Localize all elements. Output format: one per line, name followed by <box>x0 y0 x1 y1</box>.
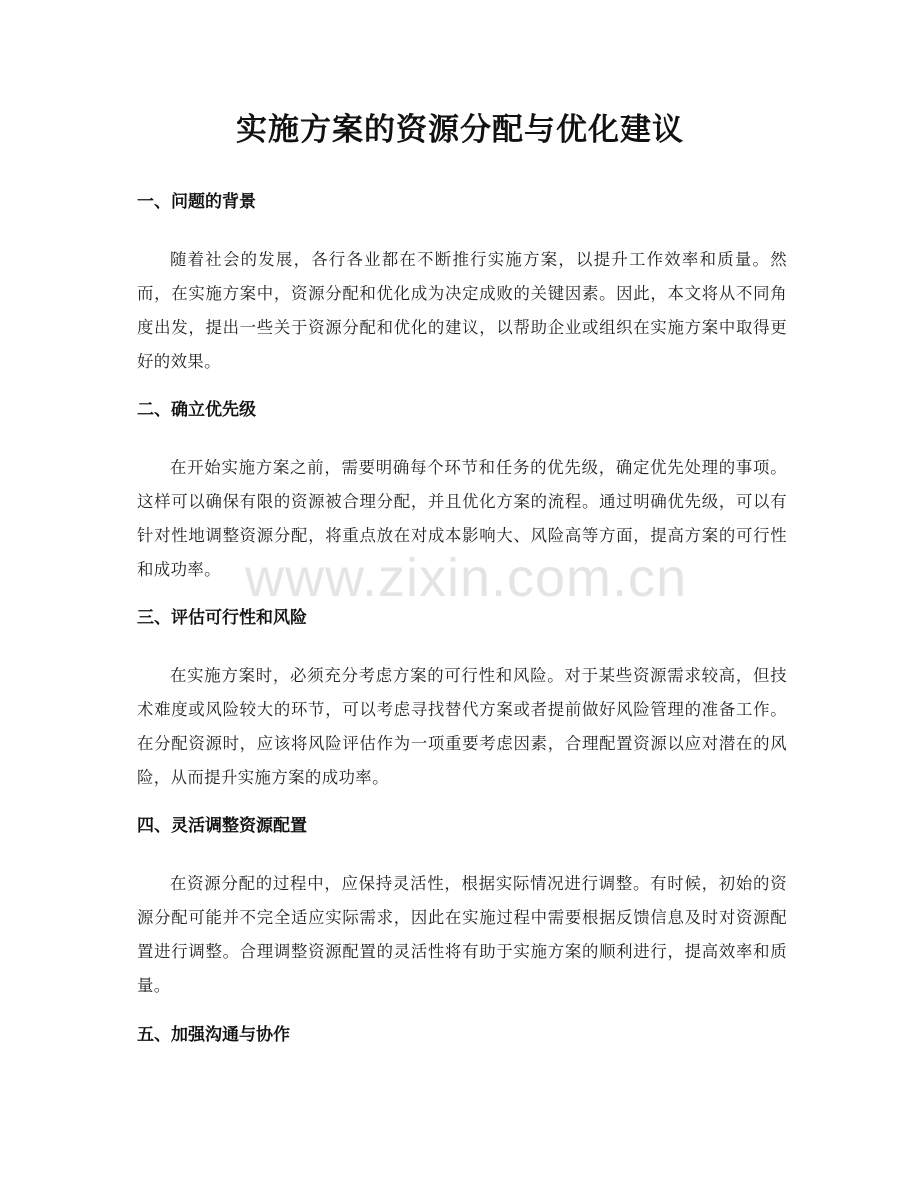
section-heading: 一、问题的背景 <box>137 192 256 212</box>
section-paragraph: 在实施方案时，必须充分考虑方案的可行性和风险。对于某些资源需求较高，但技术难度或风险较大的环节，可以考虑寻找替代方案或者提前做好风险管理的准备工作。在分配资源时，应该将风险评估作为一项重要考虑因素，合理配置资源以应对潜在的风险，从而提升实施方案的成功率。 <box>137 666 787 787</box>
section-priority <box>137 397 787 587</box>
section-background <box>137 189 787 379</box>
watermark: www.zixin.com.cn <box>244 548 688 608</box>
section-heading: 二、确立优先级 <box>137 400 256 420</box>
section-feasibility-risk <box>137 605 787 795</box>
section-heading: 四、灵活调整资源配置 <box>137 816 307 836</box>
section-paragraph: 在开始实施方案之前，需要明确每个环节和任务的优先级，确定优先处理的事项。这样可以确保有限的资源被合理分配，并且优化方案的流程。通过明确优先级，可以有针对性地调整资源分配，将重点放在对成本影响大、风险高等方面，提高方案的可行性和成功率。 <box>137 458 787 579</box>
section-flexible-allocation <box>137 813 787 1003</box>
section-communication <box>137 1022 787 1048</box>
section-paragraph: 随着社会的发展，各行各业都在不断推行实施方案，以提升工作效率和质量。然而，在实施方案中，资源分配和优化成为决定成败的关键因素。因此，本文将从不同角度出发，提出一些关于资源分配和优化的建议，以帮助企业或组织在实施方案中取得更好的效果。 <box>137 250 787 371</box>
page-title: 实施方案的资源分配与优化建议 <box>236 112 684 148</box>
section-heading: 五、加强沟通与协作 <box>137 1025 290 1045</box>
section-paragraph: 在资源分配的过程中，应保持灵活性，根据实际情况进行调整。有时候，初始的资源分配可能并不完全适应实际需求，因此在实施过程中需要根据反馈信息及时对资源配置进行调整。合理调整资源配置的灵活性将有助于实施方案的顺利进行，提高效率和质量。 <box>137 874 787 995</box>
section-heading: 三、评估可行性和风险 <box>137 608 307 628</box>
